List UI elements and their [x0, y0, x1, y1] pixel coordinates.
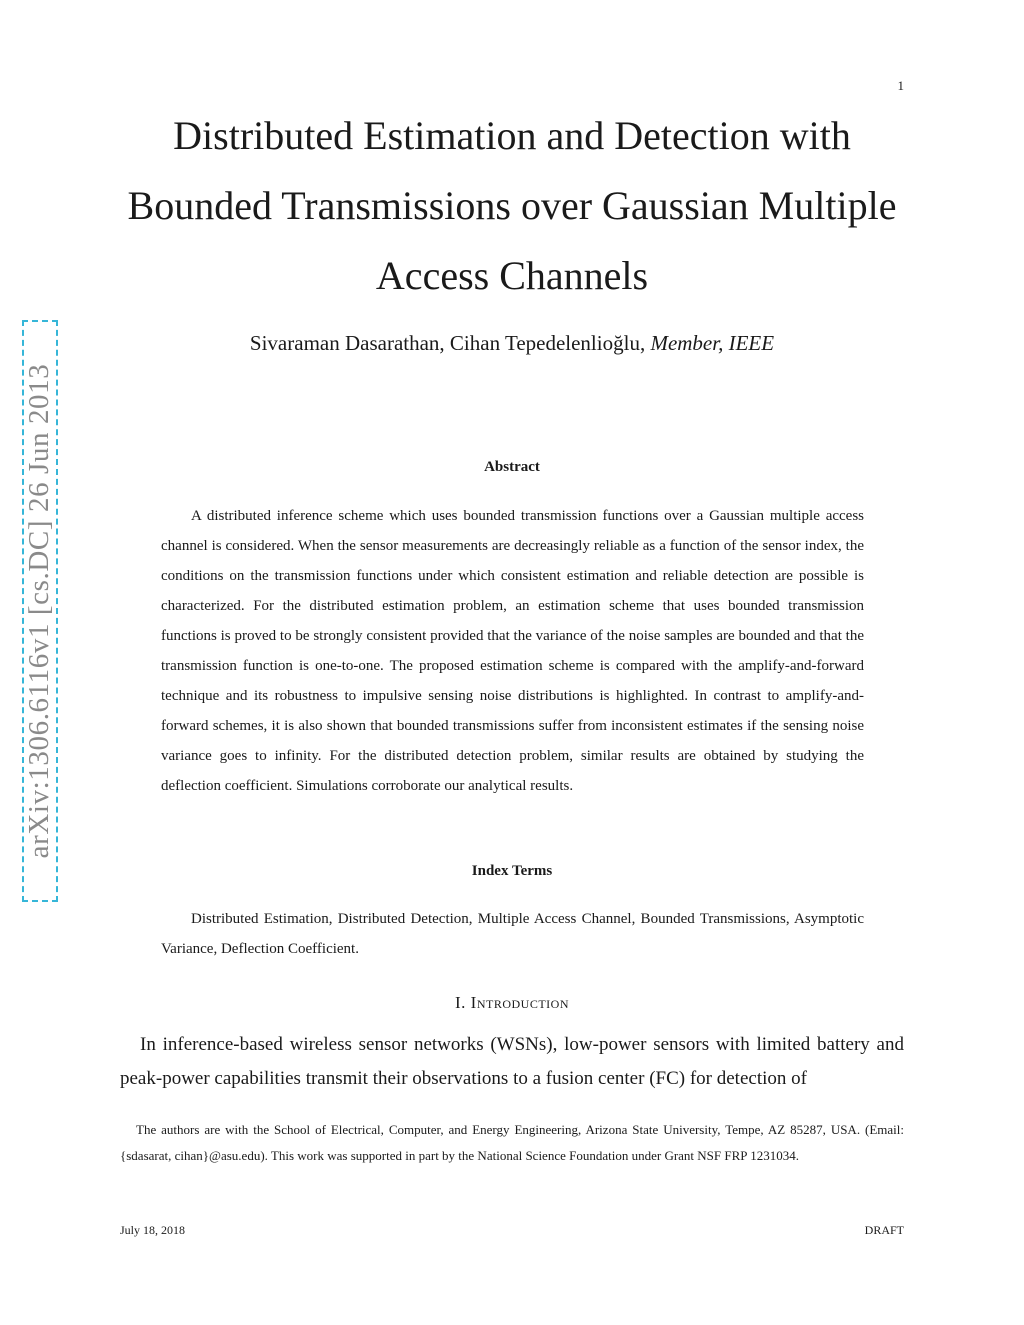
index-terms-text: Distributed Estimation, Distributed Detection, Multiple Access Channel, Bounded Transmissions, Asymptotic Variance, Deflection Coefficient. — [161, 911, 864, 957]
index-terms-heading: Index Terms — [471, 863, 553, 879]
introduction-text: In inference-based wireless sensor networks (WSNs), low-power sensors with limited battery and peak-power capabilities transmit their observations to a fusion center (FC) for detection of — [120, 1034, 904, 1089]
author-membership: Member, IEEE — [650, 331, 775, 355]
footer-date: July 18, 2018 — [120, 1223, 186, 1237]
introduction-title: Introduction — [470, 993, 569, 1012]
paper-title-line-3: Access Channels — [375, 253, 649, 298]
paper-authors — [100, 329, 924, 357]
paper-title-line-2: Bounded Transmissions over Gaussian Multiple — [127, 183, 897, 228]
introduction-number: I. — [455, 993, 466, 1012]
introduction-heading — [100, 993, 924, 1013]
abstract-heading: Abstract — [484, 459, 540, 475]
arxiv-identifier-stamp[interactable]: arXiv:1306.6116v1 [cs.DC] 26 Jun 2013 — [22, 320, 58, 902]
author-footnote: The authors are with the School of Electrical, Computer, and Energy Engineering, Arizona State University, Tempe, AZ 85287, USA. (Email: {sdasarat, cihan}@asu.edu). This work was supported in part by the National Science Foundation under Grant NSF FRP 1231034. — [120, 1122, 904, 1163]
paper-title-line-1: Distributed Estimation and Detection with — [173, 113, 851, 158]
author-names: Sivaraman Dasarathan, Cihan Tepedelenlioğlu, — [249, 331, 646, 355]
footer-draft-label: DRAFT — [864, 1223, 904, 1237]
abstract-text: A distributed inference scheme which uses bounded transmission functions over a Gaussian multiple access channel is considered. When the sensor measurements are decreasingly reliable as a function of the sensor index, the conditions on the transmission functions under which consistent estimation and reliable detection are possible is characterized. For the distributed estimation problem, an estimation scheme that uses bounded transmission functions is proved to be strongly consistent provided that the variance of the noise samples are bounded and that the transmission function is one-to-one. The proposed estimation scheme is compared with the amplify-and-forward technique and its robustness to impulsive sensing noise distributions is highlighted. In contrast to amplify-and-forward schemes, it is also shown that bounded transmissions suffer from inconsistent estimates if the sensing noise variance goes to infinity. For the distributed detection problem, similar results are obtained by studying the deflection coefficient. Simulations corroborate our analytical results. — [161, 508, 864, 794]
page-number: 1 — [897, 78, 904, 93]
